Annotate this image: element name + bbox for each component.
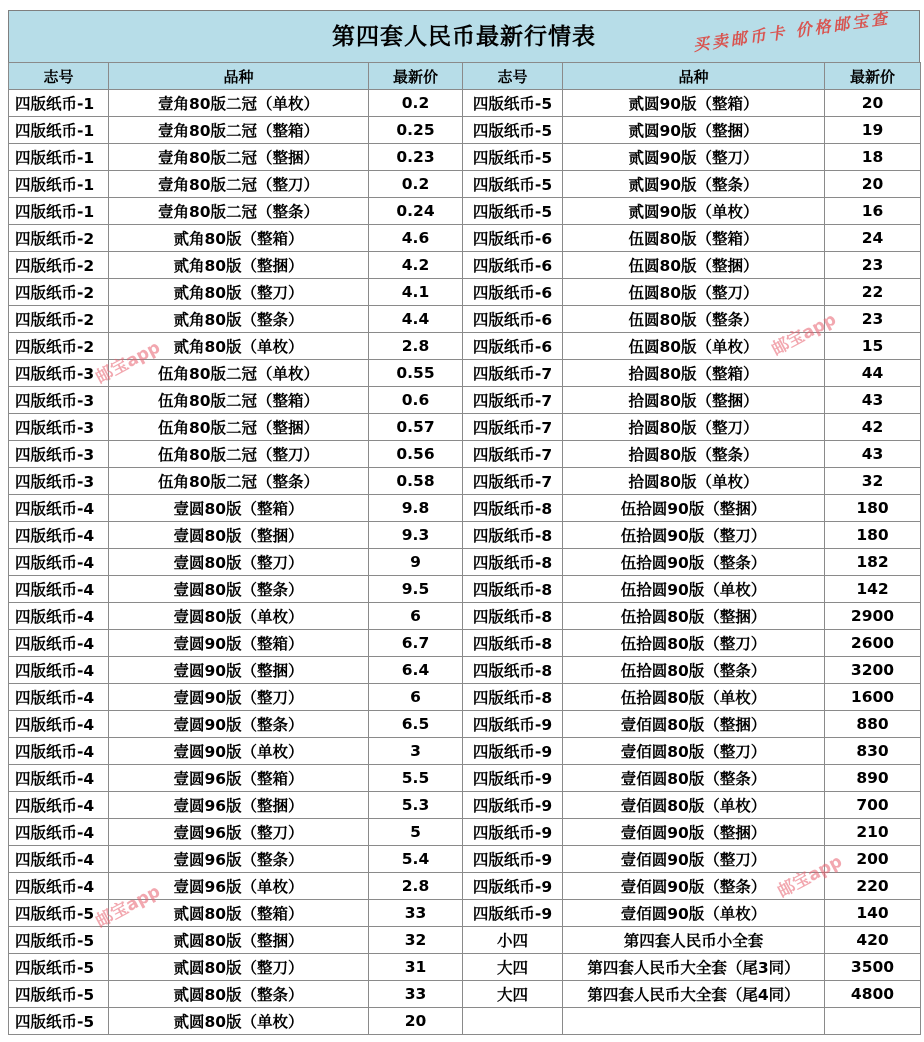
cell-variety: 伍圆80版（整捆） bbox=[563, 252, 825, 279]
cell-variety: 拾圆80版（单枚） bbox=[563, 468, 825, 495]
cell-code: 四版纸币-5 bbox=[463, 90, 563, 117]
cell-variety: 壹圆96版（整箱） bbox=[109, 765, 369, 792]
cell-variety: 壹佰圆90版（整条） bbox=[563, 873, 825, 900]
table-row bbox=[9, 360, 921, 387]
cell-code: 四版纸币-4 bbox=[9, 711, 109, 738]
table-row bbox=[9, 738, 921, 765]
cell-code: 四版纸币-9 bbox=[463, 792, 563, 819]
cell-price: 2900 bbox=[825, 603, 921, 630]
cell-price: 33 bbox=[369, 981, 463, 1008]
cell-price: 180 bbox=[825, 522, 921, 549]
cell-code: 四版纸币-8 bbox=[463, 549, 563, 576]
cell-price bbox=[825, 1008, 921, 1035]
cell-price: 0.23 bbox=[369, 144, 463, 171]
cell-variety: 壹角80版二冠（整箱） bbox=[109, 117, 369, 144]
cell-variety: 壹佰圆80版（整条） bbox=[563, 765, 825, 792]
cell-price: 43 bbox=[825, 441, 921, 468]
cell-variety: 壹圆80版（整条） bbox=[109, 576, 369, 603]
cell-code: 四版纸币-5 bbox=[463, 144, 563, 171]
cell-variety: 贰圆80版（整刀） bbox=[109, 954, 369, 981]
cell-code: 四版纸币-5 bbox=[9, 1008, 109, 1035]
cell-variety: 伍圆80版（整条） bbox=[563, 306, 825, 333]
header-row bbox=[9, 63, 921, 90]
price-sheet bbox=[8, 10, 920, 1035]
cell-code: 四版纸币-5 bbox=[463, 171, 563, 198]
cell-code: 四版纸币-7 bbox=[463, 387, 563, 414]
cell-variety: 伍拾圆90版（整捆） bbox=[563, 495, 825, 522]
cell-variety: 壹佰圆90版（单枚） bbox=[563, 900, 825, 927]
cell-variety: 壹佰圆80版（单枚） bbox=[563, 792, 825, 819]
cell-variety: 拾圆80版（整箱） bbox=[563, 360, 825, 387]
cell-price: 33 bbox=[369, 900, 463, 927]
cell-code: 四版纸币-2 bbox=[9, 279, 109, 306]
cell-variety: 壹角80版二冠（整条） bbox=[109, 198, 369, 225]
cell-code: 四版纸币-1 bbox=[9, 90, 109, 117]
cell-code: 四版纸币-7 bbox=[463, 414, 563, 441]
cell-variety: 伍圆80版（整刀） bbox=[563, 279, 825, 306]
cell-code: 四版纸币-6 bbox=[463, 252, 563, 279]
cell-variety: 壹圆90版（整箱） bbox=[109, 630, 369, 657]
cell-code: 四版纸币-8 bbox=[463, 684, 563, 711]
cell-variety: 壹圆96版（整刀） bbox=[109, 819, 369, 846]
cell-code: 四版纸币-4 bbox=[9, 576, 109, 603]
cell-variety: 壹圆96版（整条） bbox=[109, 846, 369, 873]
cell-code: 四版纸币-9 bbox=[463, 711, 563, 738]
cell-code: 四版纸币-3 bbox=[9, 441, 109, 468]
cell-variety: 壹圆96版（单枚） bbox=[109, 873, 369, 900]
cell-price: 9.3 bbox=[369, 522, 463, 549]
cell-price: 0.2 bbox=[369, 90, 463, 117]
cell-code: 四版纸币-4 bbox=[9, 792, 109, 819]
cell-price: 4.2 bbox=[369, 252, 463, 279]
cell-price: 0.56 bbox=[369, 441, 463, 468]
cell-variety: 壹圆90版（整捆） bbox=[109, 657, 369, 684]
cell-price: 0.2 bbox=[369, 171, 463, 198]
cell-price: 2.8 bbox=[369, 873, 463, 900]
cell-price: 42 bbox=[825, 414, 921, 441]
cell-price: 20 bbox=[825, 90, 921, 117]
cell-variety: 拾圆80版（整条） bbox=[563, 441, 825, 468]
cell-price: 6 bbox=[369, 684, 463, 711]
cell-variety: 壹佰圆80版（整捆） bbox=[563, 711, 825, 738]
cell-price: 210 bbox=[825, 819, 921, 846]
cell-price: 5.5 bbox=[369, 765, 463, 792]
cell-variety: 贰角80版（整捆） bbox=[109, 252, 369, 279]
cell-price: 6.5 bbox=[369, 711, 463, 738]
cell-variety: 贰圆80版（整捆） bbox=[109, 927, 369, 954]
cell-price: 0.25 bbox=[369, 117, 463, 144]
cell-code: 四版纸币-8 bbox=[463, 495, 563, 522]
cell-code: 四版纸币-4 bbox=[9, 846, 109, 873]
cell-variety: 拾圆80版（整刀） bbox=[563, 414, 825, 441]
cell-price: 15 bbox=[825, 333, 921, 360]
table-row bbox=[9, 765, 921, 792]
cell-price: 5.4 bbox=[369, 846, 463, 873]
cell-code: 四版纸币-6 bbox=[463, 306, 563, 333]
cell-code: 四版纸币-4 bbox=[9, 738, 109, 765]
header-variety: 品种 bbox=[109, 63, 369, 90]
watermark: 邮宝app bbox=[774, 851, 846, 902]
table-row bbox=[9, 252, 921, 279]
cell-code: 四版纸币-9 bbox=[463, 873, 563, 900]
cell-price: 142 bbox=[825, 576, 921, 603]
cell-variety: 壹佰圆90版（整刀） bbox=[563, 846, 825, 873]
cell-variety: 贰圆90版（单枚） bbox=[563, 198, 825, 225]
cell-price: 182 bbox=[825, 549, 921, 576]
cell-price: 4.6 bbox=[369, 225, 463, 252]
table-row bbox=[9, 900, 921, 927]
header-price: 最新价 bbox=[825, 63, 921, 90]
cell-price: 23 bbox=[825, 252, 921, 279]
cell-price: 3500 bbox=[825, 954, 921, 981]
table-row bbox=[9, 198, 921, 225]
cell-variety: 贰角80版（整刀） bbox=[109, 279, 369, 306]
price-table bbox=[8, 62, 921, 1035]
table-row bbox=[9, 117, 921, 144]
watermark: 邮宝app bbox=[768, 309, 840, 360]
cell-code bbox=[463, 1008, 563, 1035]
cell-price: 3200 bbox=[825, 657, 921, 684]
cell-code: 四版纸币-9 bbox=[463, 846, 563, 873]
watermark: 邮宝app bbox=[92, 337, 164, 388]
cell-variety bbox=[563, 1008, 825, 1035]
cell-variety: 壹角80版二冠（整捆） bbox=[109, 144, 369, 171]
header-variety: 品种 bbox=[563, 63, 825, 90]
table-row bbox=[9, 1008, 921, 1035]
cell-price: 18 bbox=[825, 144, 921, 171]
cell-code: 四版纸币-4 bbox=[9, 549, 109, 576]
cell-variety: 贰角80版（单枚） bbox=[109, 333, 369, 360]
cell-price: 20 bbox=[369, 1008, 463, 1035]
cell-price: 44 bbox=[825, 360, 921, 387]
table-row bbox=[9, 144, 921, 171]
cell-variety: 伍拾圆80版（单枚） bbox=[563, 684, 825, 711]
cell-code: 四版纸币-2 bbox=[9, 306, 109, 333]
table-row bbox=[9, 387, 921, 414]
cell-variety: 伍拾圆90版（整条） bbox=[563, 549, 825, 576]
cell-variety: 伍角80版二冠（整捆） bbox=[109, 414, 369, 441]
cell-price: 16 bbox=[825, 198, 921, 225]
cell-price: 0.24 bbox=[369, 198, 463, 225]
table-row bbox=[9, 441, 921, 468]
cell-code: 四版纸币-5 bbox=[9, 900, 109, 927]
cell-code: 四版纸币-5 bbox=[463, 198, 563, 225]
cell-price: 0.6 bbox=[369, 387, 463, 414]
cell-price: 700 bbox=[825, 792, 921, 819]
table-row bbox=[9, 549, 921, 576]
cell-variety: 壹圆90版（单枚） bbox=[109, 738, 369, 765]
cell-price: 19 bbox=[825, 117, 921, 144]
table-row bbox=[9, 630, 921, 657]
title-bar bbox=[8, 10, 920, 62]
cell-code: 小四 bbox=[463, 927, 563, 954]
cell-price: 0.55 bbox=[369, 360, 463, 387]
cell-price: 32 bbox=[825, 468, 921, 495]
cell-price: 2.8 bbox=[369, 333, 463, 360]
cell-price: 0.58 bbox=[369, 468, 463, 495]
cell-code: 四版纸币-1 bbox=[9, 144, 109, 171]
cell-code: 四版纸币-4 bbox=[9, 657, 109, 684]
cell-code: 四版纸币-3 bbox=[9, 468, 109, 495]
cell-price: 23 bbox=[825, 306, 921, 333]
cell-code: 大四 bbox=[463, 954, 563, 981]
cell-code: 四版纸币-8 bbox=[463, 630, 563, 657]
cell-variety: 贰角80版（整条） bbox=[109, 306, 369, 333]
page-title: 第四套人民币最新行情表 bbox=[332, 24, 596, 50]
cell-variety: 伍拾圆80版（整刀） bbox=[563, 630, 825, 657]
cell-price: 880 bbox=[825, 711, 921, 738]
cell-code: 四版纸币-3 bbox=[9, 360, 109, 387]
cell-price: 31 bbox=[369, 954, 463, 981]
table-row bbox=[9, 819, 921, 846]
promo-stamp: 买卖邮币卡 价格邮宝查 bbox=[692, 8, 892, 55]
table-body bbox=[9, 90, 921, 1035]
cell-price: 6.4 bbox=[369, 657, 463, 684]
cell-code: 四版纸币-6 bbox=[463, 225, 563, 252]
cell-code: 四版纸币-4 bbox=[9, 873, 109, 900]
cell-variety: 壹圆96版（整捆） bbox=[109, 792, 369, 819]
table-row bbox=[9, 846, 921, 873]
cell-code: 四版纸币-4 bbox=[9, 819, 109, 846]
table-row bbox=[9, 576, 921, 603]
cell-variety: 伍拾圆80版（整捆） bbox=[563, 603, 825, 630]
cell-price: 24 bbox=[825, 225, 921, 252]
cell-variety: 壹圆90版（整条） bbox=[109, 711, 369, 738]
cell-code: 四版纸币-5 bbox=[9, 981, 109, 1008]
cell-variety: 第四套人民币小全套 bbox=[563, 927, 825, 954]
cell-code: 四版纸币-6 bbox=[463, 333, 563, 360]
cell-code: 四版纸币-7 bbox=[463, 468, 563, 495]
cell-code: 大四 bbox=[463, 981, 563, 1008]
table-row bbox=[9, 225, 921, 252]
cell-variety: 贰圆90版（整捆） bbox=[563, 117, 825, 144]
cell-variety: 贰圆90版（整刀） bbox=[563, 144, 825, 171]
cell-price: 6 bbox=[369, 603, 463, 630]
cell-code: 四版纸币-9 bbox=[463, 819, 563, 846]
cell-code: 四版纸币-2 bbox=[9, 333, 109, 360]
header-code: 志号 bbox=[9, 63, 109, 90]
cell-variety: 壹圆80版（整刀） bbox=[109, 549, 369, 576]
cell-code: 四版纸币-3 bbox=[9, 387, 109, 414]
cell-variety: 伍拾圆80版（整条） bbox=[563, 657, 825, 684]
cell-price: 20 bbox=[825, 171, 921, 198]
table-row bbox=[9, 792, 921, 819]
cell-variety: 第四套人民币大全套（尾4同） bbox=[563, 981, 825, 1008]
cell-variety: 伍角80版二冠（整箱） bbox=[109, 387, 369, 414]
table-row bbox=[9, 684, 921, 711]
cell-code: 四版纸币-2 bbox=[9, 225, 109, 252]
cell-code: 四版纸币-4 bbox=[9, 495, 109, 522]
header-code: 志号 bbox=[463, 63, 563, 90]
cell-variety: 贰角80版（整箱） bbox=[109, 225, 369, 252]
table-row bbox=[9, 927, 921, 954]
cell-price: 830 bbox=[825, 738, 921, 765]
cell-code: 四版纸币-1 bbox=[9, 117, 109, 144]
cell-variety: 贰圆90版（整条） bbox=[563, 171, 825, 198]
cell-variety: 壹角80版二冠（整刀） bbox=[109, 171, 369, 198]
cell-code: 四版纸币-8 bbox=[463, 657, 563, 684]
cell-variety: 贰圆80版（整条） bbox=[109, 981, 369, 1008]
table-row bbox=[9, 603, 921, 630]
table-row bbox=[9, 495, 921, 522]
cell-code: 四版纸币-7 bbox=[463, 360, 563, 387]
table-row bbox=[9, 279, 921, 306]
cell-code: 四版纸币-4 bbox=[9, 684, 109, 711]
cell-variety: 贰圆80版（单枚） bbox=[109, 1008, 369, 1035]
table-row bbox=[9, 171, 921, 198]
table-row bbox=[9, 468, 921, 495]
cell-price: 4.1 bbox=[369, 279, 463, 306]
cell-code: 四版纸币-8 bbox=[463, 576, 563, 603]
table-row bbox=[9, 90, 921, 117]
cell-price: 3 bbox=[369, 738, 463, 765]
cell-price: 180 bbox=[825, 495, 921, 522]
cell-variety: 伍角80版二冠（整条） bbox=[109, 468, 369, 495]
cell-price: 200 bbox=[825, 846, 921, 873]
cell-code: 四版纸币-6 bbox=[463, 279, 563, 306]
cell-code: 四版纸币-5 bbox=[463, 117, 563, 144]
cell-price: 890 bbox=[825, 765, 921, 792]
cell-variety: 伍角80版二冠（单枚） bbox=[109, 360, 369, 387]
cell-code: 四版纸币-1 bbox=[9, 171, 109, 198]
cell-price: 9.8 bbox=[369, 495, 463, 522]
table-row bbox=[9, 333, 921, 360]
cell-variety: 壹佰圆90版（整捆） bbox=[563, 819, 825, 846]
cell-code: 四版纸币-8 bbox=[463, 603, 563, 630]
cell-code: 四版纸币-9 bbox=[463, 765, 563, 792]
cell-variety: 拾圆80版（整捆） bbox=[563, 387, 825, 414]
cell-price: 22 bbox=[825, 279, 921, 306]
cell-code: 四版纸币-4 bbox=[9, 630, 109, 657]
cell-price: 43 bbox=[825, 387, 921, 414]
cell-variety: 壹圆80版（单枚） bbox=[109, 603, 369, 630]
cell-price: 6.7 bbox=[369, 630, 463, 657]
cell-price: 4.4 bbox=[369, 306, 463, 333]
cell-price: 420 bbox=[825, 927, 921, 954]
cell-variety: 壹角80版二冠（单枚） bbox=[109, 90, 369, 117]
cell-price: 0.57 bbox=[369, 414, 463, 441]
cell-price: 220 bbox=[825, 873, 921, 900]
cell-code: 四版纸币-5 bbox=[9, 954, 109, 981]
cell-price: 5.3 bbox=[369, 792, 463, 819]
cell-variety: 壹圆90版（整刀） bbox=[109, 684, 369, 711]
cell-price: 9.5 bbox=[369, 576, 463, 603]
cell-price: 1600 bbox=[825, 684, 921, 711]
cell-code: 四版纸币-4 bbox=[9, 522, 109, 549]
cell-variety: 伍拾圆90版（整刀） bbox=[563, 522, 825, 549]
cell-code: 四版纸币-9 bbox=[463, 900, 563, 927]
cell-price: 5 bbox=[369, 819, 463, 846]
cell-code: 四版纸币-7 bbox=[463, 441, 563, 468]
cell-variety: 伍圆80版（单枚） bbox=[563, 333, 825, 360]
table-row bbox=[9, 522, 921, 549]
cell-variety: 伍拾圆90版（单枚） bbox=[563, 576, 825, 603]
cell-price: 140 bbox=[825, 900, 921, 927]
watermark: 邮宝app bbox=[92, 881, 164, 932]
cell-variety: 第四套人民币大全套（尾3同） bbox=[563, 954, 825, 981]
cell-price: 32 bbox=[369, 927, 463, 954]
table-row bbox=[9, 981, 921, 1008]
table-row bbox=[9, 873, 921, 900]
cell-price: 9 bbox=[369, 549, 463, 576]
cell-code: 四版纸币-4 bbox=[9, 765, 109, 792]
cell-variety: 壹圆80版（整箱） bbox=[109, 495, 369, 522]
table-row bbox=[9, 414, 921, 441]
table-row bbox=[9, 711, 921, 738]
header-price: 最新价 bbox=[369, 63, 463, 90]
cell-variety: 壹圆80版（整捆） bbox=[109, 522, 369, 549]
cell-code: 四版纸币-9 bbox=[463, 738, 563, 765]
cell-variety: 贰圆80版（整箱） bbox=[109, 900, 369, 927]
cell-code: 四版纸币-3 bbox=[9, 414, 109, 441]
cell-code: 四版纸币-5 bbox=[9, 927, 109, 954]
cell-variety: 壹佰圆80版（整刀） bbox=[563, 738, 825, 765]
cell-price: 4800 bbox=[825, 981, 921, 1008]
table-row bbox=[9, 306, 921, 333]
cell-code: 四版纸币-8 bbox=[463, 522, 563, 549]
cell-variety: 伍圆80版（整箱） bbox=[563, 225, 825, 252]
cell-code: 四版纸币-4 bbox=[9, 603, 109, 630]
table-row bbox=[9, 657, 921, 684]
cell-variety: 贰圆90版（整箱） bbox=[563, 90, 825, 117]
cell-code: 四版纸币-1 bbox=[9, 198, 109, 225]
cell-variety: 伍角80版二冠（整刀） bbox=[109, 441, 369, 468]
table-row bbox=[9, 954, 921, 981]
cell-code: 四版纸币-2 bbox=[9, 252, 109, 279]
cell-price: 2600 bbox=[825, 630, 921, 657]
